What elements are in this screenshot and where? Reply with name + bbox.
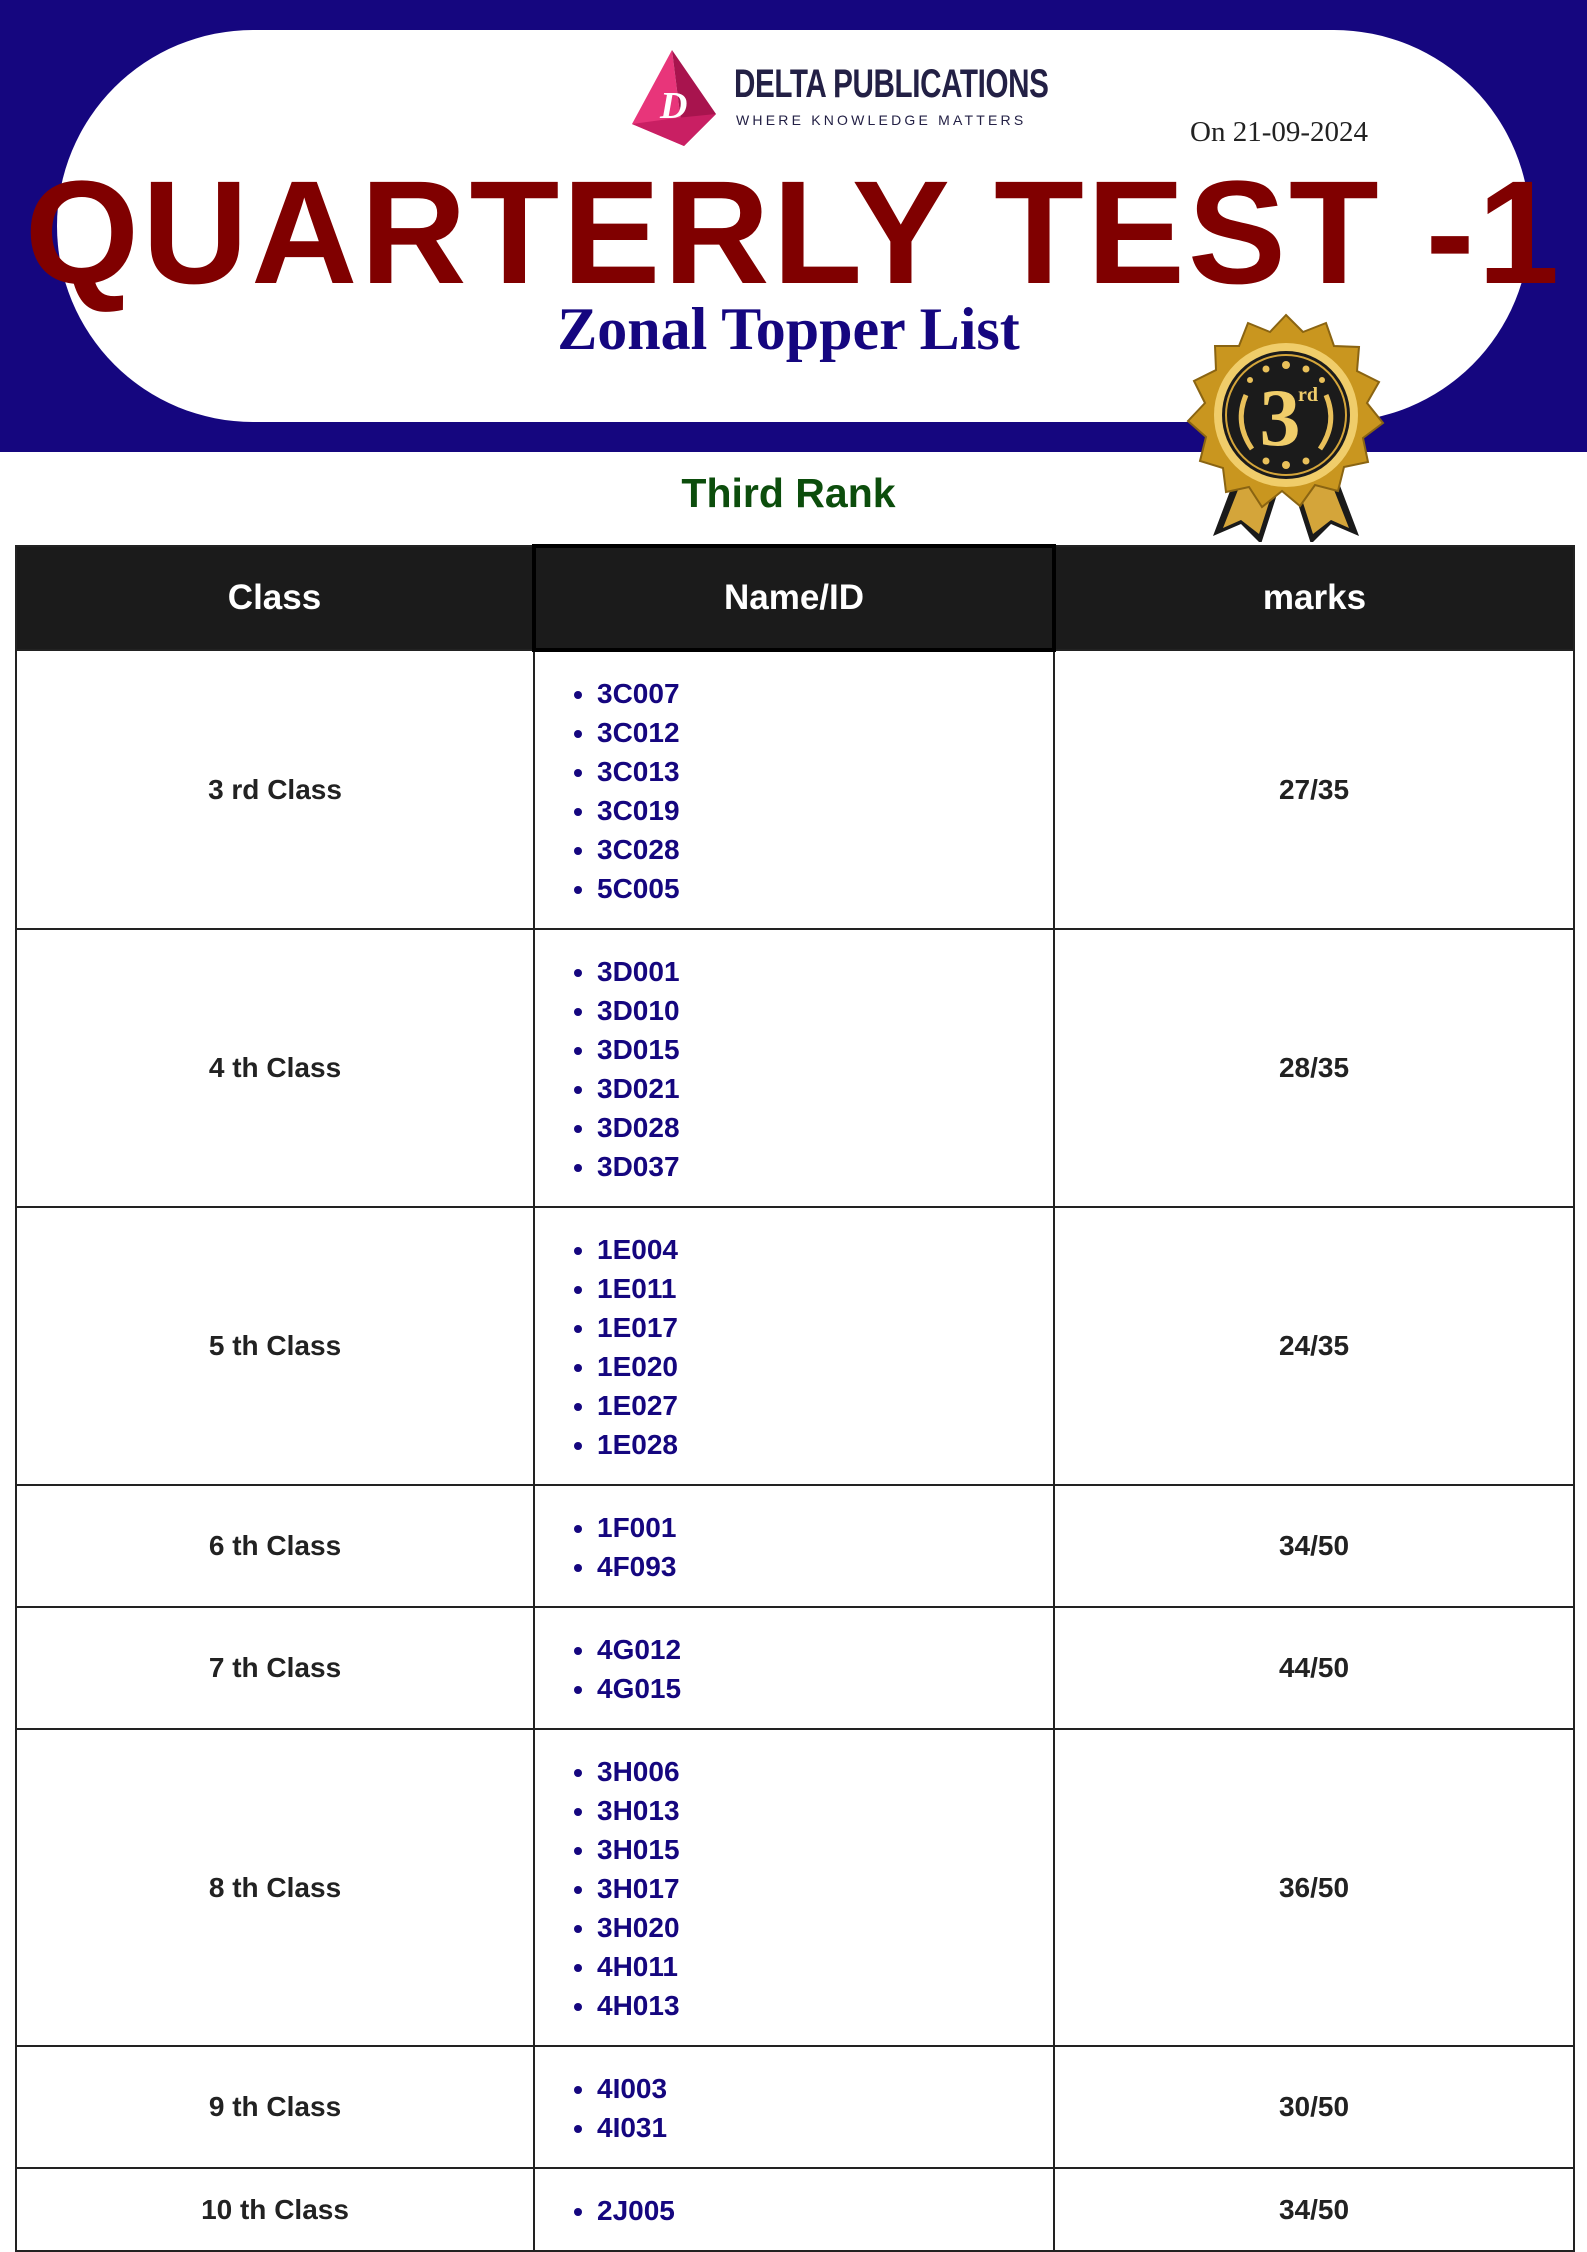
table-row xyxy=(16,2168,1574,2251)
class-cell: 10 th Class xyxy=(16,2168,534,2251)
student-id: • 3D010 xyxy=(597,991,1053,1030)
marks-cell: 27/35 xyxy=(1054,650,1574,929)
student-id-list xyxy=(535,952,1053,1186)
student-id: • 1E004 xyxy=(597,1230,1053,1269)
table-row xyxy=(16,1729,1574,2046)
student-id: • 1E017 xyxy=(597,1308,1053,1347)
name-id-cell xyxy=(534,2046,1054,2168)
student-id: • 4G015 xyxy=(597,1669,1053,1708)
marks-cell: 36/50 xyxy=(1054,1729,1574,2046)
student-id: • 3C019 xyxy=(597,791,1053,830)
student-id: • 4G012 xyxy=(597,1630,1053,1669)
medal-rank-number: 3 xyxy=(1259,372,1301,463)
logo-letter: D xyxy=(660,85,688,127)
student-id: • 3H013 xyxy=(597,1791,1053,1830)
student-id: • 3C007 xyxy=(597,674,1053,713)
topper-table xyxy=(15,544,1575,2252)
student-id: • 2J005 xyxy=(597,2191,1053,2230)
brand-tagline: WHERE KNOWLEDGE MATTERS xyxy=(736,112,1027,128)
student-id: • 3H020 xyxy=(597,1908,1053,1947)
marks-cell: 30/50 xyxy=(1054,2046,1574,2168)
name-id-cell xyxy=(534,1607,1054,1729)
student-id: • 3H006 xyxy=(597,1752,1053,1791)
table-row xyxy=(16,2046,1574,2168)
student-id: • 5C005 xyxy=(597,869,1053,908)
student-id: • 3D001 xyxy=(597,952,1053,991)
class-cell: 8 th Class xyxy=(16,1729,534,2046)
class-cell: 3 rd Class xyxy=(16,650,534,929)
student-id: • 1E027 xyxy=(597,1386,1053,1425)
marks-cell: 28/35 xyxy=(1054,929,1574,1207)
class-cell: 5 th Class xyxy=(16,1207,534,1485)
table-row xyxy=(16,1607,1574,1729)
student-id-list xyxy=(535,674,1053,908)
column-header-name-id: Name/ID xyxy=(534,546,1054,650)
student-id: • 3C012 xyxy=(597,713,1053,752)
student-id: • 3D015 xyxy=(597,1030,1053,1069)
student-id: • 3D028 xyxy=(597,1108,1053,1147)
column-header-class: Class xyxy=(16,546,534,650)
student-id: • 3D037 xyxy=(597,1147,1053,1186)
name-id-cell xyxy=(534,650,1054,929)
student-id-list xyxy=(535,1630,1053,1708)
class-cell: 9 th Class xyxy=(16,2046,534,2168)
student-id: • 4H011 xyxy=(597,1947,1053,1986)
student-id: • 1E020 xyxy=(597,1347,1053,1386)
table-header-row xyxy=(16,546,1574,650)
student-id-list xyxy=(535,2069,1053,2147)
marks-cell: 34/50 xyxy=(1054,1485,1574,1607)
class-cell: 4 th Class xyxy=(16,929,534,1207)
student-id: • 3D021 xyxy=(597,1069,1053,1108)
student-id: • 1F001 xyxy=(597,1508,1053,1547)
column-header-marks: marks xyxy=(1054,546,1574,650)
logo-pyramid-icon xyxy=(626,48,718,148)
name-id-cell xyxy=(534,929,1054,1207)
table-row xyxy=(16,1207,1574,1485)
student-id: • 4H013 xyxy=(597,1986,1053,2025)
name-id-cell xyxy=(534,1485,1054,1607)
name-id-cell xyxy=(534,2168,1054,2251)
marks-cell: 34/50 xyxy=(1054,2168,1574,2251)
student-id: • 1E028 xyxy=(597,1425,1053,1464)
class-cell: 7 th Class xyxy=(16,1607,534,1729)
page-subtitle: Zonal Topper List xyxy=(557,296,1020,362)
student-id: • 4F093 xyxy=(597,1547,1053,1586)
student-id: • 3C028 xyxy=(597,830,1053,869)
table-body xyxy=(16,650,1574,2251)
marks-cell: 24/35 xyxy=(1054,1207,1574,1485)
student-id: • 3H015 xyxy=(597,1830,1053,1869)
page-title: QUARTERLY TEST -1 xyxy=(24,151,1563,315)
brand-name: DELTA PUBLICATIONS xyxy=(734,62,1049,106)
brand-logo xyxy=(626,48,1049,148)
class-cell: 6 th Class xyxy=(16,1485,534,1607)
student-id-list xyxy=(535,1752,1053,2025)
student-id: • 3C013 xyxy=(597,752,1053,791)
student-id: • 4I031 xyxy=(597,2108,1053,2147)
student-id-list xyxy=(535,1508,1053,1586)
student-id: • 1E011 xyxy=(597,1269,1053,1308)
table-row xyxy=(16,929,1574,1207)
test-date: On 21-09-2024 xyxy=(1190,116,1369,148)
table-row xyxy=(16,1485,1574,1607)
student-id: • 4I003 xyxy=(597,2069,1053,2108)
rank-heading: Third Rank xyxy=(681,470,896,516)
student-id-list xyxy=(535,1230,1053,1464)
name-id-cell xyxy=(534,1207,1054,1485)
student-id-list xyxy=(535,2191,1053,2230)
name-id-cell xyxy=(534,1729,1054,2046)
medal-rank-suffix: rd xyxy=(1298,384,1318,406)
student-id: • 3H017 xyxy=(597,1869,1053,1908)
table-row xyxy=(16,650,1574,929)
marks-cell: 44/50 xyxy=(1054,1607,1574,1729)
